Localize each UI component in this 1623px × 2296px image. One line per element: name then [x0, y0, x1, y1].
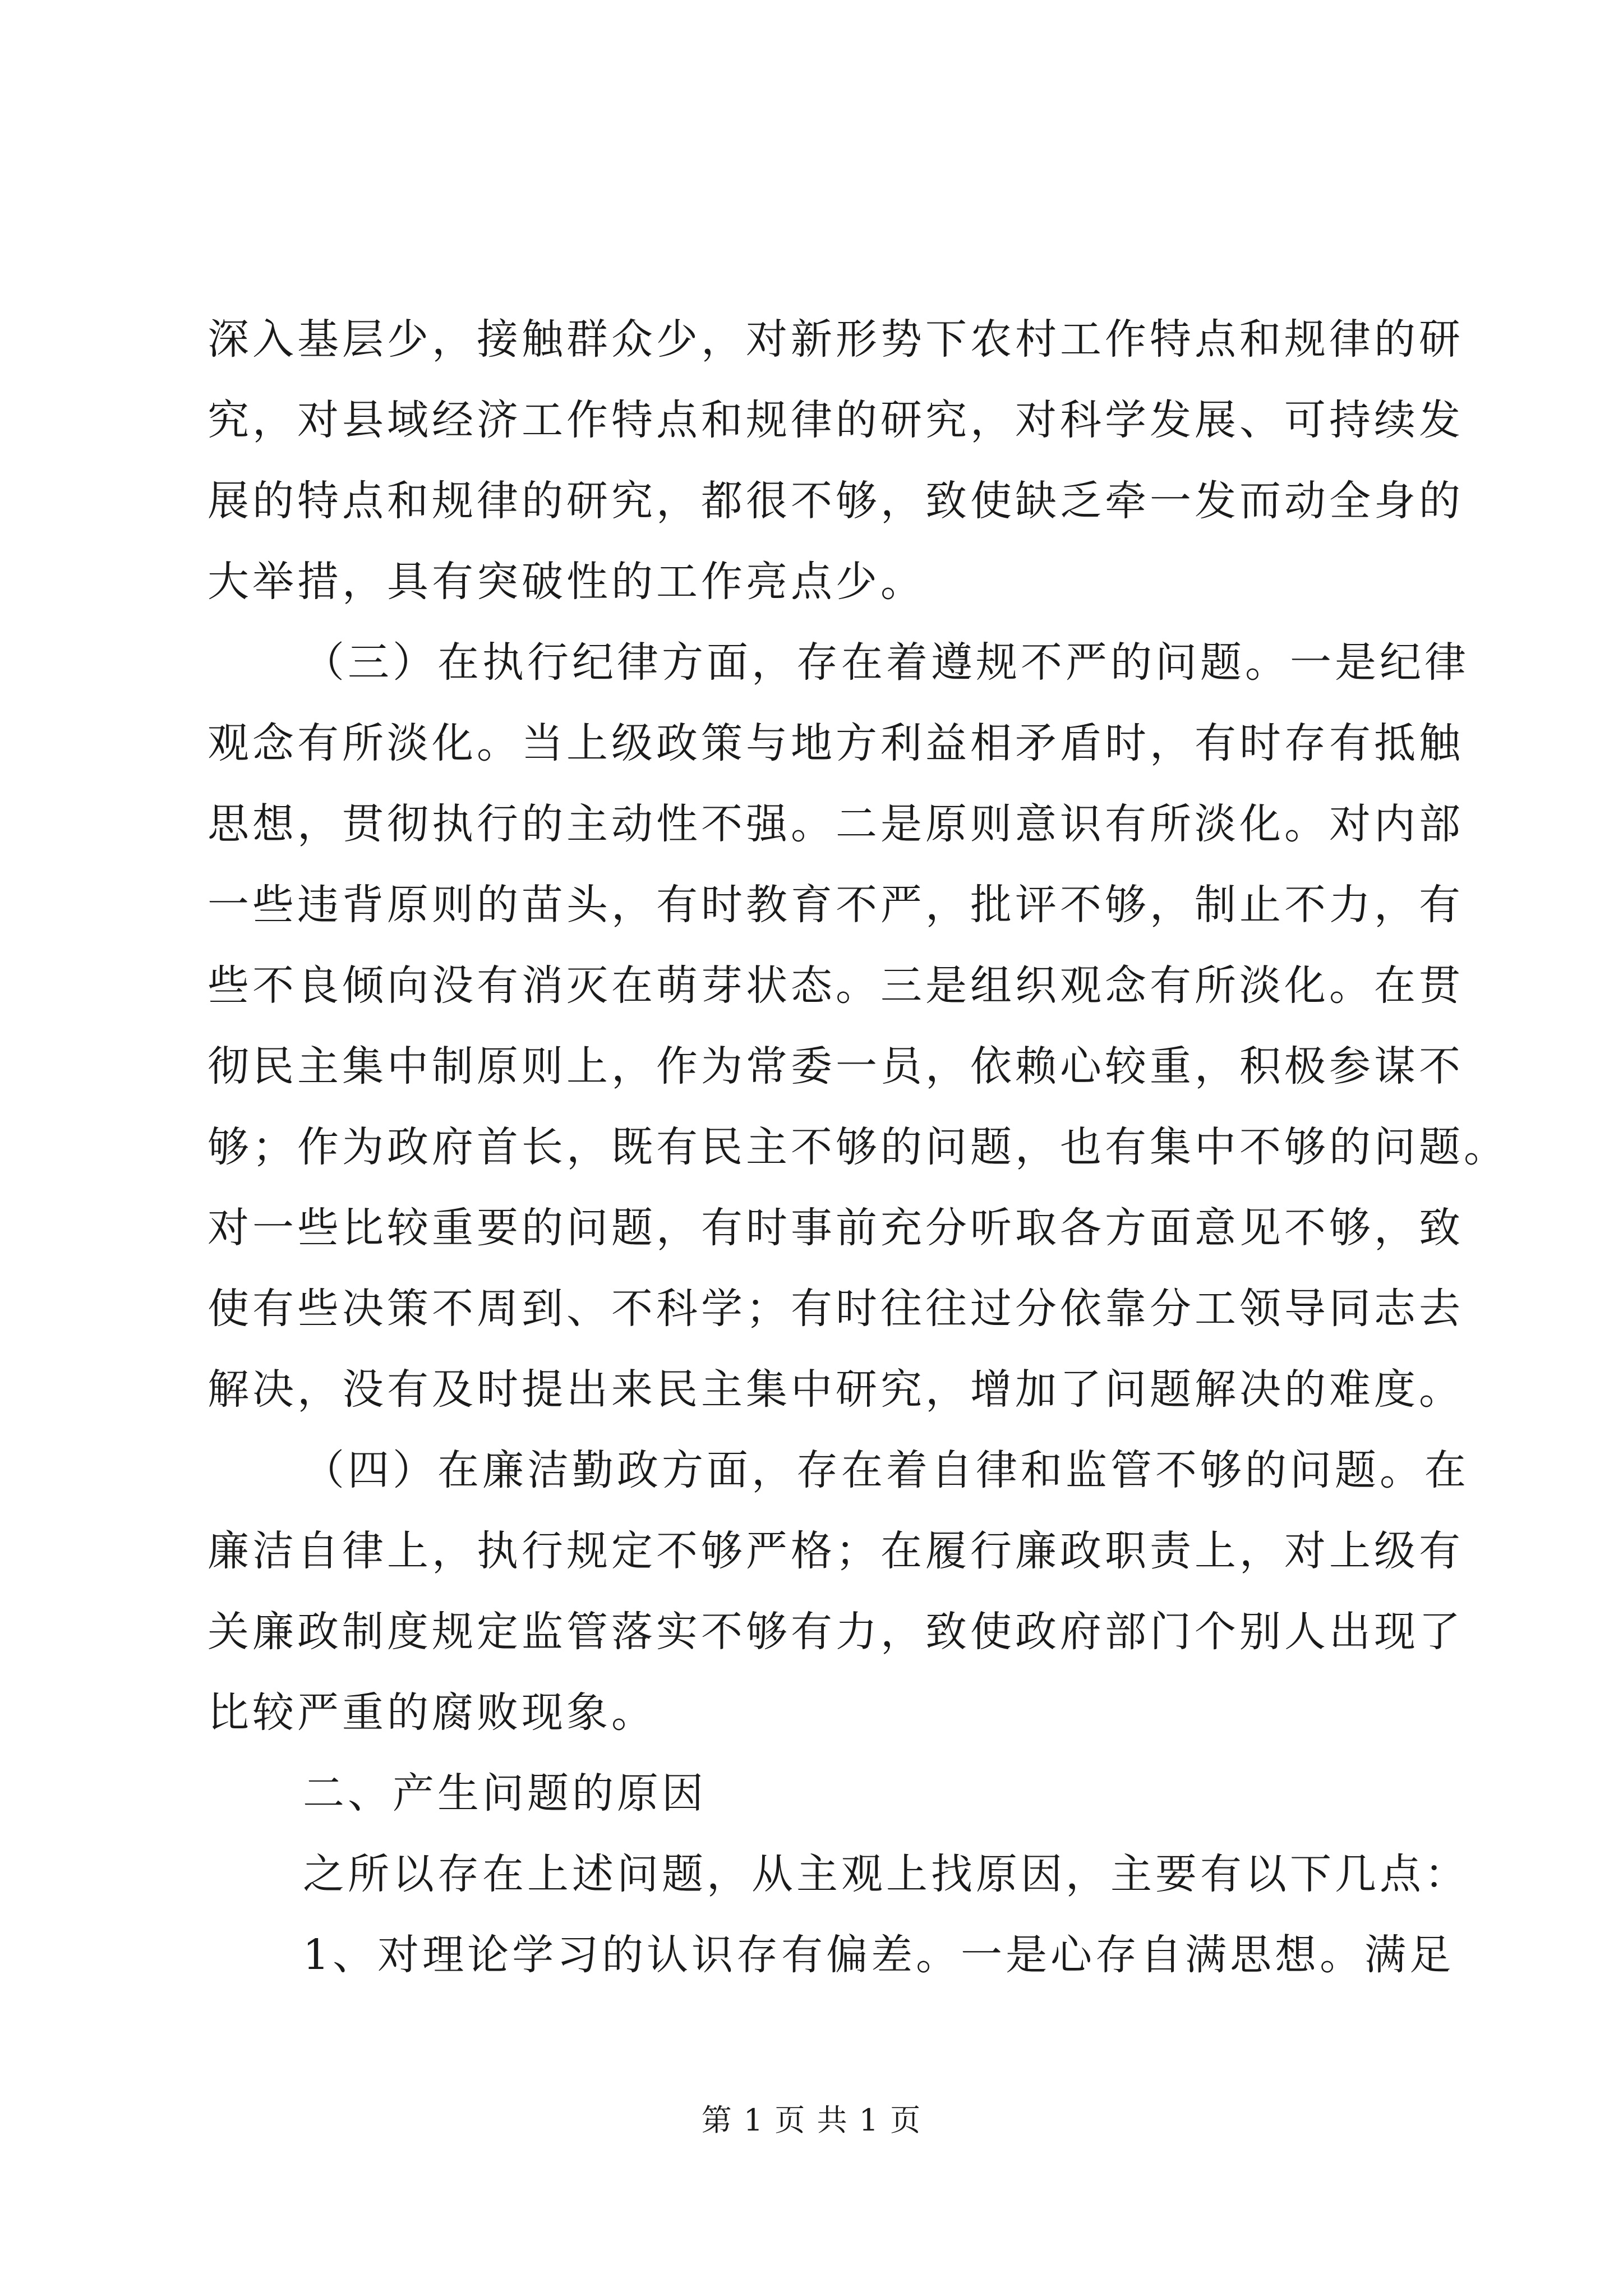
text-line: 展的特点和规律的研究，都很不够，致使缺乏牵一发而动全身的 — [208, 477, 1464, 525]
text-line: 使有些决策不周到、不科学；有时往往过分依靠分工领导同志去 — [208, 1285, 1464, 1333]
text-line: 究，对县域经济工作特点和规律的研究，对科学发展、可持续发 — [208, 396, 1464, 444]
text-line: 彻民主集中制原则上，作为常委一员，依赖心较重，积极参谋不 — [208, 1042, 1464, 1091]
text-line: 解决，没有及时提出来民主集中研究，增加了问题解决的难度。 — [208, 1365, 1464, 1414]
text-line: 观念有所淡化。当上级政策与地方利益相矛盾时，有时存有抵触 — [208, 719, 1464, 767]
text-line: 1、对理论学习的认识存有偏差。一是心存自满思想。满足 — [303, 1931, 1455, 1979]
section-heading: 二、产生问题的原因 — [303, 1769, 707, 1818]
text-line: 关廉政制度规定监管落实不够有力，致使政府部门个别人出现了 — [208, 1608, 1464, 1656]
text-line: 之所以存在上述问题，从主观上找原因，主要有以下几点： — [303, 1850, 1469, 1898]
text-line: 深入基层少，接触群众少，对新形势下农村工作特点和规律的研 — [208, 315, 1464, 364]
text-line: 些不良倾向没有消灭在萌芽状态。三是组织观念有所淡化。在贯 — [208, 961, 1464, 1010]
text-line: 比较严重的腐败现象。 — [208, 1688, 656, 1737]
text-line: （四）在廉洁勤政方面，存在着自律和监管不够的问题。在 — [303, 1446, 1469, 1494]
text-line: 廉洁自律上，执行规定不够严格；在履行廉政职责上，对上级有 — [208, 1527, 1464, 1575]
page-number-footer: 第 1 页 共 1 页 — [701, 2102, 922, 2138]
text-line: 够；作为政府首长，既有民主不够的问题，也有集中不够的问题。 — [208, 1123, 1509, 1171]
text-line: 大举措，具有突破性的工作亮点少。 — [208, 558, 925, 606]
text-line: 思想，贯彻执行的主动性不强。二是原则意识有所淡化。对内部 — [208, 800, 1464, 848]
text-line: 一些违背原则的苗头，有时教育不严，批评不够，制止不力，有 — [208, 881, 1464, 929]
text-line: 对一些比较重要的问题，有时事前充分听取各方面意见不够，致 — [208, 1204, 1464, 1252]
text-line: （三）在执行纪律方面，存在着遵规不严的问题。一是纪律 — [303, 638, 1469, 687]
